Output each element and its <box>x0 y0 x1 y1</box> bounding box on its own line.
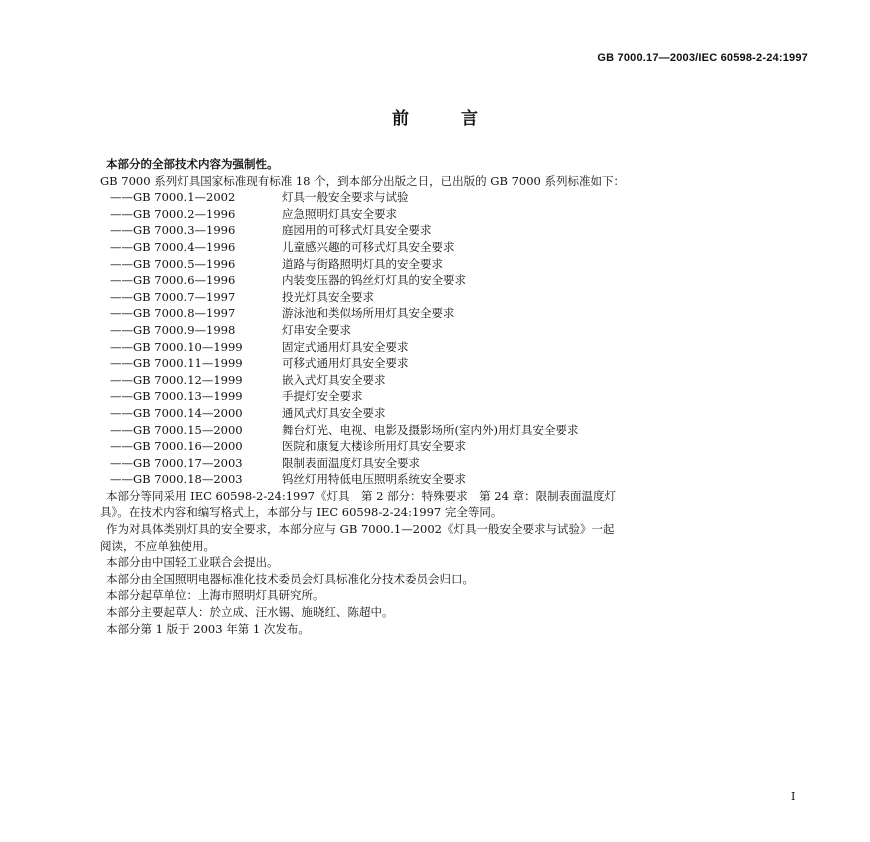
list-item <box>100 355 820 372</box>
list-item <box>100 471 820 488</box>
standard-title: 医院和康复大楼诊所用灯具安全要求 <box>282 439 466 454</box>
standard-title: 儿童感兴趣的可移式灯具安全要求 <box>282 239 455 254</box>
mandatory-statement: 本部分的全部技术内容为强制性。 <box>106 157 279 171</box>
standard-code: ——GB 7000.17—2003 <box>110 455 243 470</box>
managed-by-paragraph: 本部分由全国照明电器标准化技术委员会灯具标准化分技术委员会归口。 <box>106 571 474 586</box>
standard-code: ——GB 7000.9—1998 <box>110 322 236 337</box>
usage-paragraph-line2: 阅读，不应单独使用。 <box>100 538 215 553</box>
standard-code: ——GB 7000.3—1996 <box>110 223 236 238</box>
drafting-unit-paragraph: 本部分起草单位：上海市照明灯具研究所。 <box>106 588 325 603</box>
list-item <box>100 372 820 389</box>
standard-title: 钨丝灯用特低电压照明系统安全要求 <box>282 472 466 487</box>
standard-code: ——GB 7000.18—2003 <box>110 472 243 487</box>
standard-title: 舞台灯光、电视、电影及摄影场所(室内外)用灯具安全要求 <box>282 422 579 437</box>
list-item <box>100 405 820 422</box>
standard-title: 内装变压器的钨丝灯灯具的安全要求 <box>282 273 466 288</box>
list-item <box>100 239 820 256</box>
list-item <box>100 222 820 239</box>
standard-title: 应急照明灯具安全要求 <box>282 206 397 221</box>
list-item <box>100 206 820 223</box>
page-title: 前 言 <box>392 109 478 129</box>
edition-paragraph: 本部分第 1 版于 2003 年第 1 次发布。 <box>106 621 310 636</box>
list-item <box>100 189 820 206</box>
standard-title: 嵌入式灯具安全要求 <box>282 372 386 387</box>
list-item <box>100 289 820 306</box>
standard-title: 投光灯具安全要求 <box>282 289 374 304</box>
standard-title: 通风式灯具安全要求 <box>282 405 386 420</box>
standard-title: 可移式通用灯具安全要求 <box>282 356 409 371</box>
standard-title: 灯具一般安全要求与试验 <box>282 190 409 205</box>
proposed-by-paragraph: 本部分由中国轻工业联合会提出。 <box>106 555 279 570</box>
standard-code: ——GB 7000.7—1997 <box>110 289 236 304</box>
standard-title: 固定式通用灯具安全要求 <box>282 339 409 354</box>
standard-code: ——GB 7000.2—1996 <box>110 206 236 221</box>
standard-title: 游泳池和类似场所用灯具安全要求 <box>282 306 455 321</box>
list-item <box>100 388 820 405</box>
standard-title: 限制表面温度灯具安全要求 <box>282 455 420 470</box>
standard-code: ——GB 7000.4—1996 <box>110 239 236 254</box>
list-item <box>100 322 820 339</box>
standard-code: ——GB 7000.1—2002 <box>110 190 236 205</box>
standard-code: ——GB 7000.15—2000 <box>110 422 243 437</box>
list-item <box>100 305 820 322</box>
standards-list <box>100 189 820 488</box>
list-item <box>100 438 820 455</box>
standard-title: 灯串安全要求 <box>282 322 351 337</box>
standard-code: ——GB 7000.5—1996 <box>110 256 236 271</box>
drafters-paragraph: 本部分主要起草人：於立成、汪水锡、施晓红、陈超中。 <box>106 605 394 620</box>
standard-code: ——GB 7000.10—1999 <box>110 339 243 354</box>
standard-code: ——GB 7000.11—1999 <box>110 356 243 371</box>
body-text <box>100 156 820 637</box>
standard-code: ——GB 7000.14—2000 <box>110 405 243 420</box>
page-number: I <box>791 790 796 803</box>
standard-code: ——GB 7000.13—1999 <box>110 389 243 404</box>
standard-code: ——GB 7000.12—1999 <box>110 372 243 387</box>
standard-code: ——GB 7000.6—1996 <box>110 273 236 288</box>
standard-code: ——GB 7000.8—1997 <box>110 306 236 321</box>
standard-title: 庭园用的可移式灯具安全要求 <box>282 223 432 238</box>
list-item <box>100 455 820 472</box>
equivalence-paragraph-line2: 具》。在技术内容和编写格式上，本部分与 IEC 60598-2-24:1997 完全等同。 <box>100 505 503 520</box>
standard-title: 道路与街路照明灯具的安全要求 <box>282 256 443 271</box>
standard-title: 手提灯安全要求 <box>282 389 363 404</box>
series-statement: GB 7000 系列灯具国家标准现有标准 18 个，到本部分出版之日，已出版的 GB 7000 系列标准如下： <box>100 173 626 188</box>
usage-paragraph-line1: 作为对具体类别灯具的安全要求，本部分应与 GB 7000.1—2002《灯具一般安全要求与试验》一起 <box>106 522 615 537</box>
standard-number-header: GB 7000.17—2003/IEC 60598-2-24:1997 <box>597 52 808 64</box>
list-item <box>100 256 820 273</box>
list-item <box>100 272 820 289</box>
standard-code: ——GB 7000.16—2000 <box>110 439 243 454</box>
list-item <box>100 339 820 356</box>
equivalence-paragraph-line1: 本部分等同采用 IEC 60598-2-24:1997《灯具 第 2 部分：特殊要求 第 24 章：限制表面温度灯 <box>106 488 617 503</box>
list-item <box>100 422 820 439</box>
